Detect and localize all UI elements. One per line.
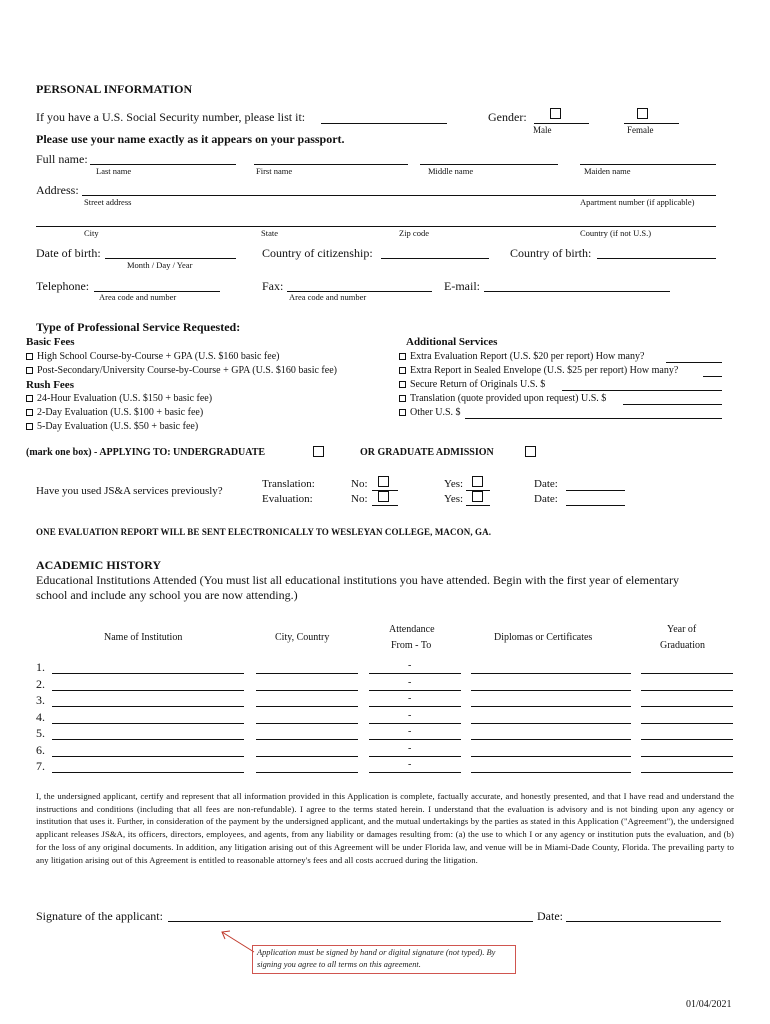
table-cell-field[interactable] <box>641 723 733 724</box>
middle-name-field[interactable] <box>420 164 558 165</box>
table-cell-field[interactable] <box>52 739 244 740</box>
sealed-count-field[interactable] <box>703 376 722 377</box>
checkbox-icon[interactable] <box>399 395 406 402</box>
table-cell-field[interactable] <box>471 690 631 691</box>
previous-question: Have you used JS&A services previously? <box>36 485 223 497</box>
translation-label: Translation: <box>262 478 315 490</box>
translation-no-checkbox[interactable] <box>378 476 389 487</box>
undergraduate-checkbox[interactable] <box>313 446 324 457</box>
col-fromto-header: From - To <box>391 640 432 651</box>
checkbox-icon[interactable] <box>399 367 406 374</box>
table-cell-field[interactable] <box>256 690 358 691</box>
attendance-dash: - <box>408 676 412 688</box>
street-field[interactable] <box>82 195 716 196</box>
footer-date: 01/04/2021 <box>686 999 732 1010</box>
additional-option-4[interactable]: Translation (quote provided upon request) U.S. $ <box>399 393 606 404</box>
first-name-field[interactable] <box>254 164 408 165</box>
col-diplomas-header: Diplomas or Certificates <box>494 632 593 643</box>
evaluation-no-checkbox[interactable] <box>378 491 389 502</box>
table-cell-field[interactable] <box>471 756 631 757</box>
attendance-dash: - <box>408 759 412 770</box>
fax-caption: Area code and number <box>289 292 367 302</box>
maiden-name-field[interactable] <box>580 164 716 165</box>
table-cell-field[interactable] <box>471 723 631 724</box>
row-number: 7. <box>36 759 45 773</box>
table-cell-field[interactable] <box>471 772 631 773</box>
evaluation-label: Evaluation: <box>262 493 313 505</box>
row-number: 4. <box>36 709 45 724</box>
service-heading: Type of Professional Service Requested: <box>36 320 241 334</box>
translation-date-field[interactable] <box>566 490 625 491</box>
extra-report-count-field[interactable] <box>666 362 722 363</box>
dob-field[interactable] <box>105 258 236 259</box>
ssn-label: If you have a U.S. Social Security number, please list it: <box>36 110 306 124</box>
translation-yes-checkbox[interactable] <box>472 476 483 487</box>
academic-heading: ACADEMIC HISTORY <box>36 558 162 572</box>
table-cell-field[interactable] <box>52 772 244 773</box>
cob-label: Country of birth: <box>510 246 592 260</box>
passport-note: Please use your name exactly as it appears on your passport. <box>36 132 345 146</box>
table-cell-field[interactable] <box>52 690 244 691</box>
certification-text: I, the undersigned applicant, certify and represent that all information provided in this Application is complete, factually accurate, and honestly presented, and that I have read and understand the instructions and conditions (including that all fees are non-refundable). I agree to the terms stated herein. I understand that the evaluation is advisory and is not binding upon any agency or institution that uses it. Further, in consideration of the payment by the undersigned applicant, and the mutual undertakings by the parties as stated in this Application ("Agreement"), the undersigned applicant releases JS&A, its officers, directors, employees, and agents, from any liability or damages resulting from: (a) the use to which I or any agency or institution puts the evaluation, and (b) for the loss of any original documents. In addition, any litigation arising out of this Agreement will be under Florida law, and venue will be in Miami-Dade County, Florida. The prevailing party to any litigation arising out of this Agreement is entitled to reasonable attorney's fees and all costs accrued during the litigation. <box>36 791 734 865</box>
evaluation-yes-checkbox[interactable] <box>472 491 483 502</box>
telephone-label: Telephone: <box>36 279 90 293</box>
checkbox-icon[interactable] <box>26 367 33 374</box>
col-name-header: Name of Institution <box>104 632 183 643</box>
row-number: 6. <box>36 742 45 757</box>
last-name-caption: Last name <box>96 166 132 176</box>
evaluation-yes-label: Yes: <box>444 493 464 505</box>
cob-field[interactable] <box>597 258 716 259</box>
col-attendance-header: Attendance <box>389 624 435 635</box>
applying-label: (mark one box) - APPLYING TO: UNDERGRADUATE <box>26 447 266 458</box>
additional-option-1[interactable]: Extra Evaluation Report (U.S. $20 per report) How many? <box>399 351 644 362</box>
table-cell-field[interactable] <box>52 723 244 724</box>
checkbox-icon[interactable] <box>399 381 406 388</box>
row-number: 3. <box>36 693 45 707</box>
translation-no-label: No: <box>351 478 368 490</box>
table-cell-field[interactable] <box>471 739 631 740</box>
checkbox-icon[interactable] <box>26 423 33 430</box>
city-caption: City <box>84 228 99 238</box>
translation-fee-field[interactable] <box>623 404 722 405</box>
table-cell-field[interactable] <box>641 706 733 707</box>
col-year-header: Year of <box>667 624 697 635</box>
state-caption: State <box>261 228 278 238</box>
email-field[interactable] <box>484 291 670 292</box>
signature-field[interactable] <box>168 921 533 922</box>
signature-label: Signature of the applicant: <box>36 909 163 923</box>
table-cell-field[interactable] <box>369 739 461 740</box>
male-line <box>534 123 589 124</box>
additional-option-5[interactable]: Other U.S. $ <box>399 407 461 418</box>
additional-option-3[interactable]: Secure Return of Originals U.S. $ <box>399 379 545 390</box>
table-cell-field[interactable] <box>256 739 358 740</box>
evaluation-no-line <box>372 505 398 506</box>
address-label: Address: <box>36 183 79 197</box>
basic-fees-heading: Basic Fees <box>26 336 75 348</box>
rush-option-1[interactable]: 24-Hour Evaluation (U.S. $150 + basic fee) <box>26 393 212 404</box>
female-label: Female <box>627 125 654 135</box>
checkbox-icon[interactable] <box>399 353 406 360</box>
checkbox-icon[interactable] <box>26 409 33 416</box>
table-cell-field[interactable] <box>641 756 733 757</box>
table-cell-field[interactable] <box>641 673 733 674</box>
citizenship-field[interactable] <box>381 258 489 259</box>
table-cell-field[interactable] <box>256 772 358 773</box>
ssn-field[interactable] <box>321 123 447 124</box>
first-name-caption: First name <box>256 166 293 176</box>
gender-label: Gender: <box>488 110 527 124</box>
country-caption: Country (if not U.S.) <box>580 228 652 238</box>
maiden-name-caption: Maiden name <box>584 166 631 176</box>
other-fee-field[interactable] <box>465 418 722 419</box>
table-cell-field[interactable] <box>641 690 733 691</box>
table-cell-field[interactable] <box>52 706 244 707</box>
signature-note: Application must be signed by hand or digital signature (not typed). By signing you agree to all terms on this agreement. <box>252 945 516 974</box>
electronic-note: ONE EVALUATION REPORT WILL BE SENT ELECTRONICALLY TO WESLEYAN COLLEGE, MACON, GA. <box>36 527 492 537</box>
signature-date-field[interactable] <box>566 921 721 922</box>
checkbox-icon[interactable] <box>26 395 33 402</box>
table-cell-field[interactable] <box>471 673 631 674</box>
signature-date-label: Date: <box>537 909 563 923</box>
evaluation-date-label: Date: <box>534 493 558 505</box>
table-cell-field[interactable] <box>256 673 358 674</box>
attendance-dash: - <box>408 660 412 671</box>
table-cell-field[interactable] <box>256 723 358 724</box>
evaluation-date-field[interactable] <box>566 505 625 506</box>
attendance-dash: - <box>408 693 412 704</box>
email-label: E-mail: <box>444 279 480 293</box>
male-checkbox[interactable] <box>550 108 561 119</box>
fullname-label: Full name: <box>36 152 88 166</box>
citizenship-label: Country of citizenship: <box>262 246 373 260</box>
rush-option-3[interactable]: 5-Day Evaluation (U.S. $50 + basic fee) <box>26 421 198 432</box>
table-cell-field[interactable] <box>471 706 631 707</box>
col-graduation-header: Graduation <box>660 640 705 651</box>
table-cell-field[interactable] <box>369 723 461 724</box>
additional-option-2[interactable]: Extra Report in Sealed Envelope (U.S. $25 per report) How many? <box>399 365 678 376</box>
table-cell-field[interactable] <box>369 756 461 757</box>
row-number: 5. <box>36 726 45 740</box>
female-line <box>624 123 679 124</box>
table-cell-field[interactable] <box>256 756 358 757</box>
checkbox-icon[interactable] <box>26 353 33 360</box>
attendance-dash: - <box>408 726 412 737</box>
last-name-field[interactable] <box>90 164 236 165</box>
secure-return-field[interactable] <box>562 390 722 391</box>
street-caption: Street address <box>84 197 132 207</box>
city-state-zip-field[interactable] <box>36 226 716 227</box>
table-cell-field[interactable] <box>369 772 461 773</box>
male-label: Male <box>533 125 552 135</box>
fax-label: Fax: <box>262 279 284 293</box>
additional-heading: Additional Services <box>406 336 498 348</box>
row-number: 1. <box>36 660 45 674</box>
zip-caption: Zip code <box>399 228 429 238</box>
table-cell-field[interactable] <box>641 739 733 740</box>
apartment-caption: Apartment number (if applicable) <box>580 197 695 207</box>
evaluation-no-label: No: <box>351 493 368 505</box>
rush-option-2[interactable]: 2-Day Evaluation (U.S. $100 + basic fee) <box>26 407 203 418</box>
academic-intro-1: Educational Institutions Attended (You must list all educational institutions you have attended. Begin with the first year of elementary <box>36 573 679 587</box>
telephone-caption: Area code and number <box>99 292 177 302</box>
basic-option-2[interactable]: Post-Secondary/University Course-by-Course + GPA (U.S. $160 basic fee) <box>26 365 337 376</box>
translation-date-label: Date: <box>534 478 558 490</box>
female-checkbox[interactable] <box>637 108 648 119</box>
row-number: 2. <box>36 676 45 691</box>
rush-fees-heading: Rush Fees <box>26 379 74 391</box>
col-city-header: City, Country <box>275 632 330 643</box>
dob-format-caption: Month / Day / Year <box>127 260 193 270</box>
graduate-checkbox[interactable] <box>525 446 536 457</box>
table-cell-field[interactable] <box>52 673 244 674</box>
table-cell-field[interactable] <box>369 673 461 674</box>
dob-label: Date of birth: <box>36 246 101 260</box>
attendance-dash: - <box>408 709 412 721</box>
evaluation-yes-line <box>466 505 490 506</box>
graduate-label: OR GRADUATE ADMISSION <box>360 447 494 458</box>
basic-option-1[interactable]: High School Course-by-Course + GPA (U.S. $160 basic fee) <box>26 351 279 362</box>
table-cell-field[interactable] <box>641 772 733 773</box>
table-cell-field[interactable] <box>369 690 461 691</box>
translation-yes-label: Yes: <box>444 478 464 490</box>
checkbox-icon[interactable] <box>399 409 406 416</box>
personal-heading: PERSONAL INFORMATION <box>36 82 193 96</box>
academic-intro-2: school and include any school you are now attending.) <box>36 588 298 602</box>
table-cell-field[interactable] <box>256 706 358 707</box>
table-cell-field[interactable] <box>52 756 244 757</box>
middle-name-caption: Middle name <box>428 166 474 176</box>
attendance-dash: - <box>408 742 412 754</box>
table-cell-field[interactable] <box>369 706 461 707</box>
